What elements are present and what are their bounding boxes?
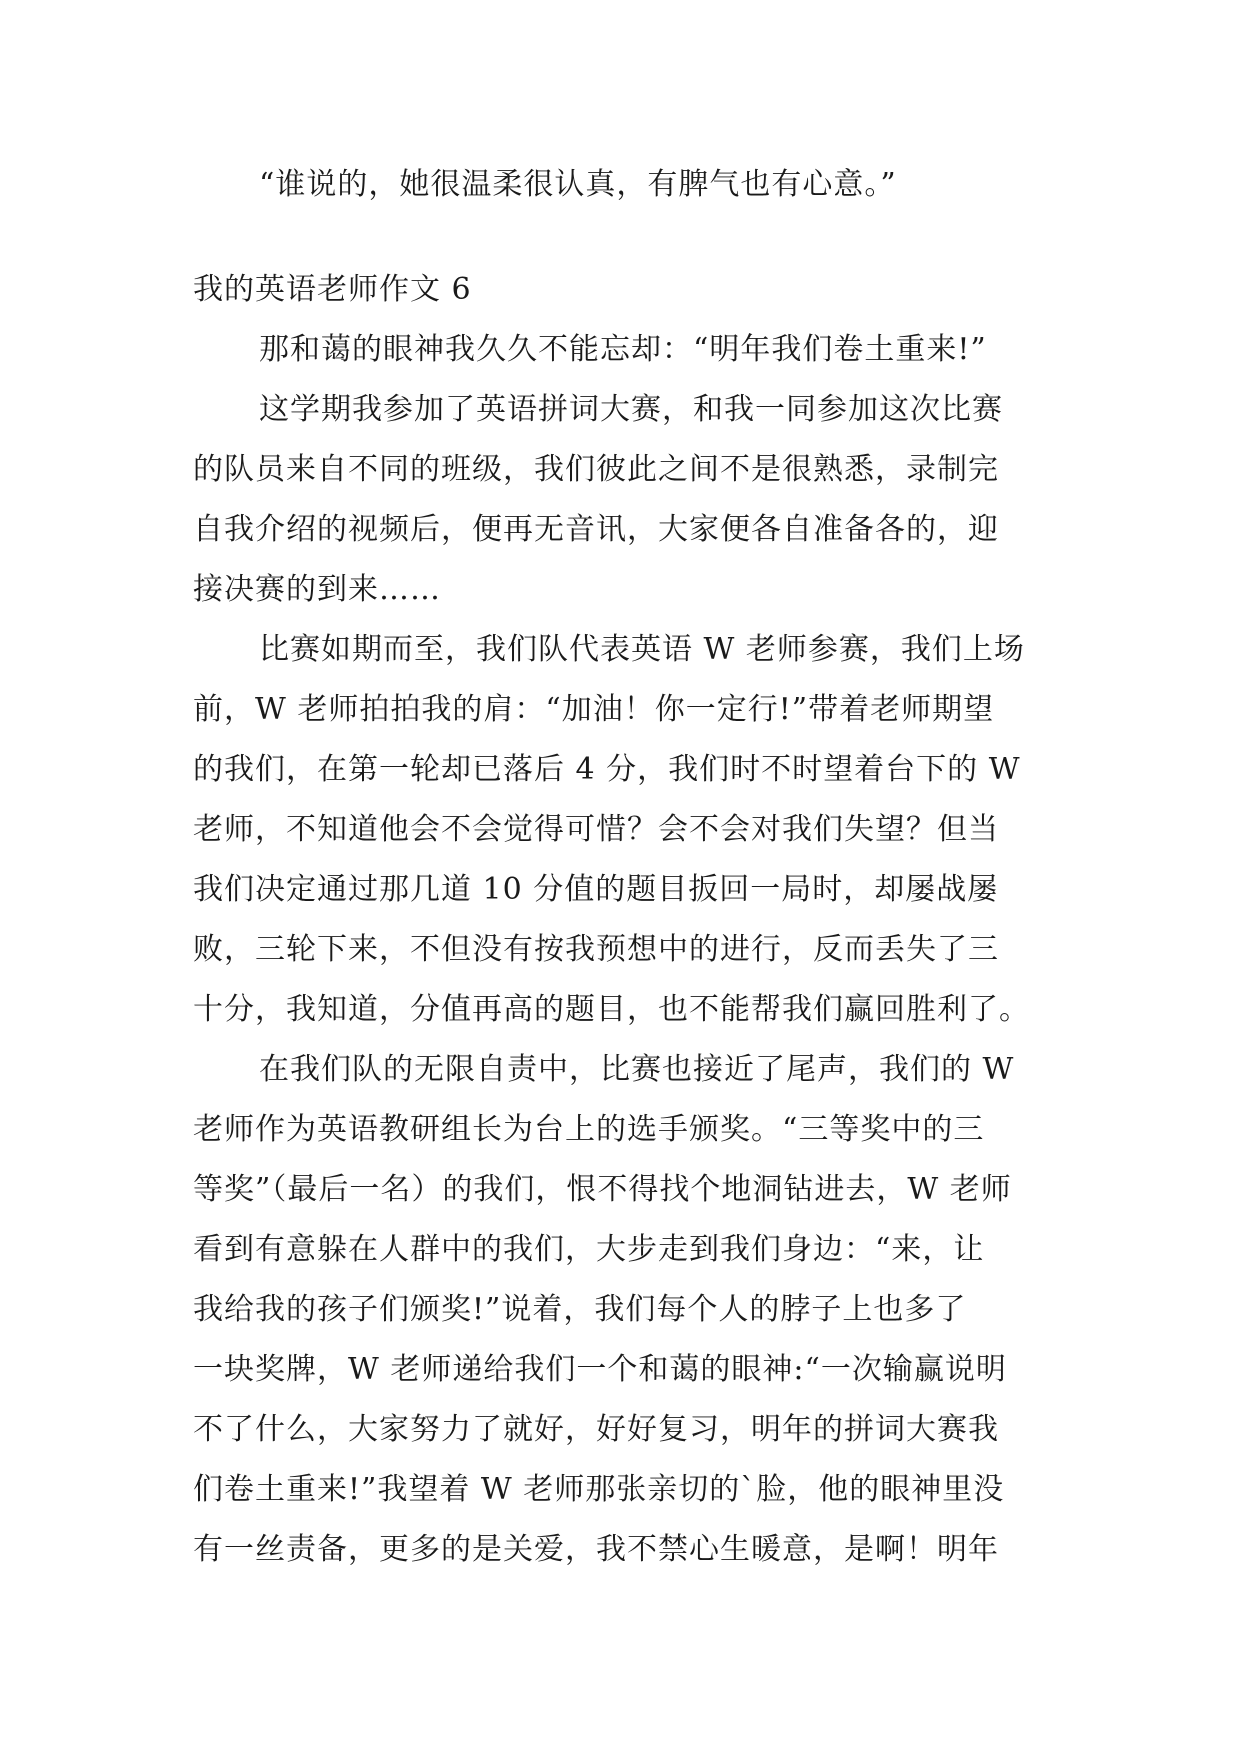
paragraph-line: 前，W 老师拍拍我的肩：“加油！你一定行!”带着老师期望	[193, 692, 995, 727]
paragraph-3	[193, 620, 1055, 1040]
paragraph-line: 的队员来自不同的班级，我们彼此之间不是很熟悉，录制完	[193, 452, 999, 487]
paragraph-4	[193, 1040, 1055, 1580]
paragraph-line: 看到有意躲在人群中的我们，大步走到我们身边：“来，让	[193, 1232, 985, 1267]
paragraph-line: 有一丝责备，更多的是关爱，我不禁心生暖意，是啊！明年	[193, 1532, 999, 1567]
paragraph-line: 那和蔼的眼神我久久不能忘却：“明年我们卷土重来!”	[259, 332, 987, 367]
paragraph-line: 不了什么，大家努力了就好，好好复习，明年的拼词大赛我	[193, 1412, 999, 1447]
paragraph-line: 比赛如期而至，我们队代表英语 W 老师参赛，我们上场	[259, 632, 1025, 667]
paragraph-line: 老师作为英语教研组长为台上的选手颁奖。“三等奖中的三	[193, 1112, 985, 1147]
paragraph-line: 我们决定通过那几道 10 分值的题目扳回一局时，却屡战屡	[193, 872, 999, 907]
essay-heading: 我的英语老师作文 6	[193, 272, 472, 307]
opening-quote: “谁说的，她很温柔很认真，有脾气也有心意。”	[259, 167, 897, 202]
paragraph-2	[193, 380, 1055, 620]
paragraph-line: 自我介绍的视频后，便再无音讯，大家便各自准备各的，迎	[193, 512, 999, 547]
paragraph-line: 的我们，在第一轮却已落后 4 分，我们时不时望着台下的 W	[193, 752, 1021, 787]
paragraph-line: 十分，我知道，分值再高的题目，也不能帮我们赢回胜利了。	[193, 992, 1030, 1027]
paragraph-line: 我给我的孩子们颁奖!”说着，我们每个人的脖子上也多了	[193, 1292, 967, 1327]
paragraph-line: 们卷土重来!”我望着 W 老师那张亲切的`脸，他的眼神里没	[193, 1472, 1005, 1507]
paragraph-line: 接决赛的到来……	[193, 572, 441, 607]
paragraph-line: 败，三轮下来，不但没有按我预想中的进行，反而丢失了三	[193, 932, 999, 967]
paragraph-line: 在我们队的无限自责中，比赛也接近了尾声，我们的 W	[259, 1052, 1015, 1087]
paragraph-line: 一块奖牌，W 老师递给我们一个和蔼的眼神:“一次输赢说明	[193, 1352, 1007, 1387]
document-page	[193, 155, 1055, 1580]
paragraph-line: 这学期我参加了英语拼词大赛，和我一同参加这次比赛	[259, 392, 1003, 427]
paragraph-line: 老师，不知道他会不会觉得可惜？会不会对我们失望？但当	[193, 812, 999, 847]
paragraph-1	[193, 320, 1055, 380]
paragraph-line: 等奖”（最后一名）的我们，恨不得找个地洞钻进去，W 老师	[193, 1172, 1012, 1207]
